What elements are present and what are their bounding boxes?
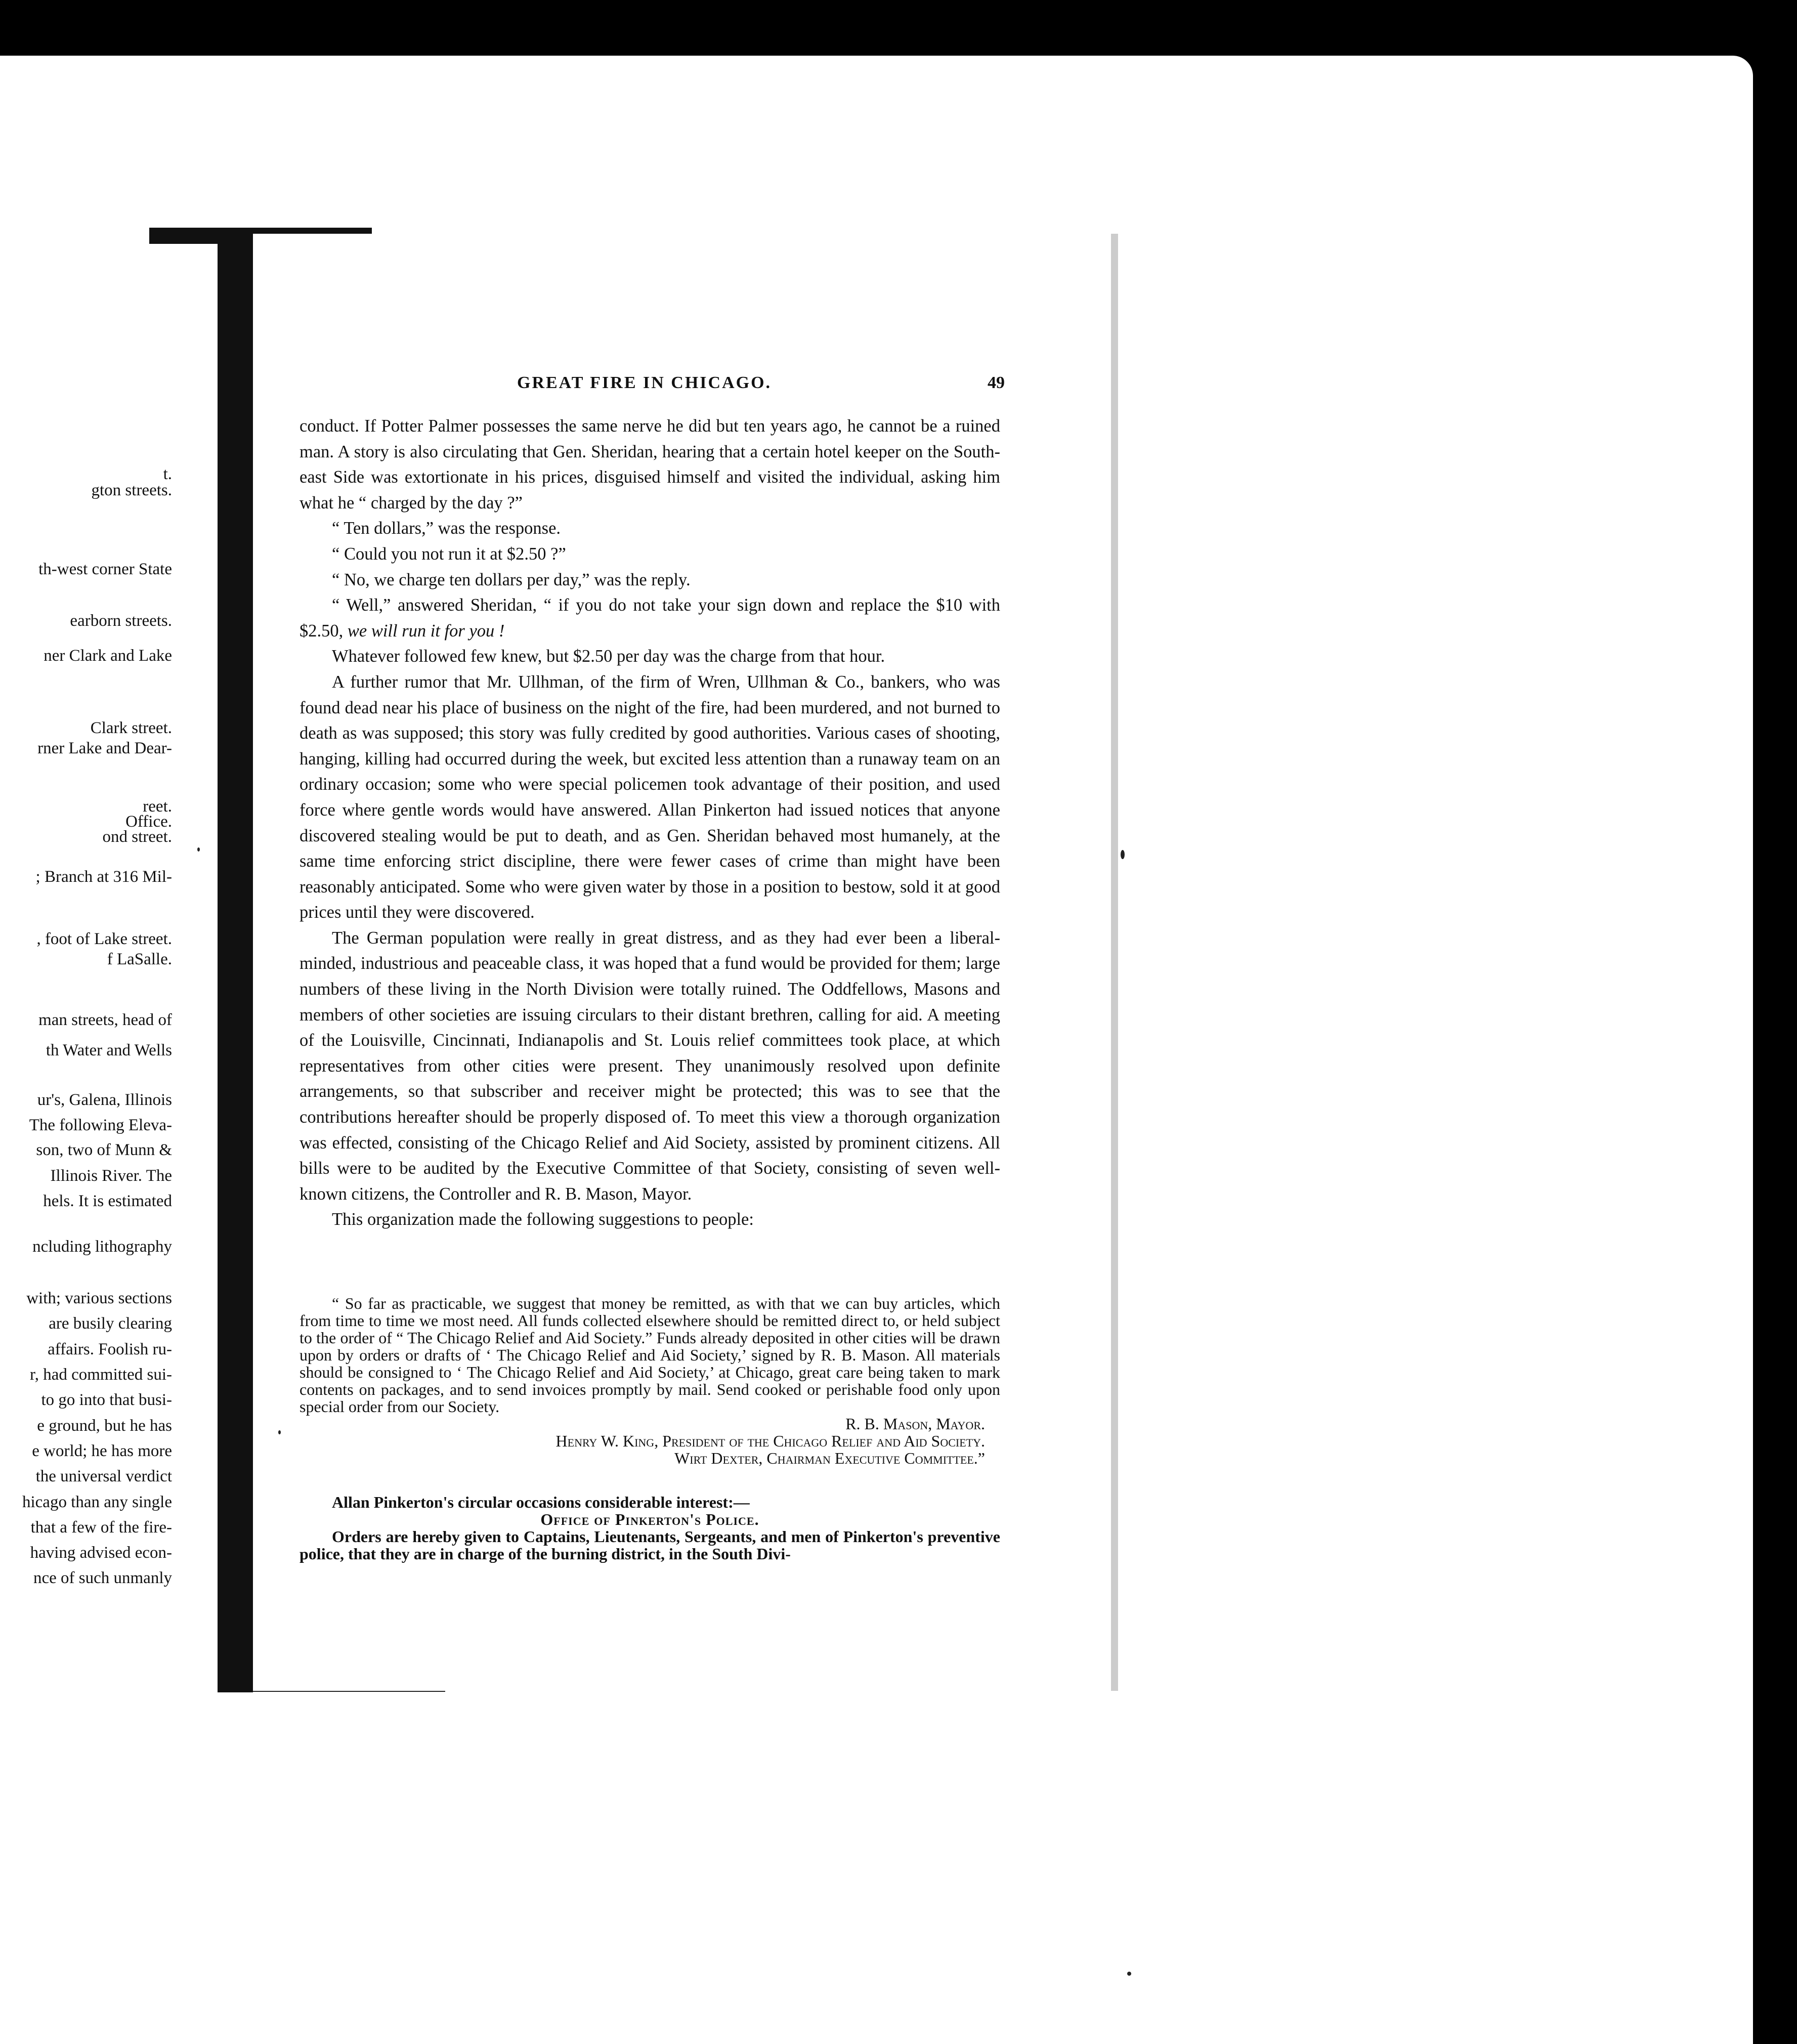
signature-mason: R. B. Mason, Mayor.: [845, 1415, 985, 1433]
paragraph-sheridan: [300, 592, 1000, 644]
signature-dexter: Wirt Dexter, Chairman Executive Committee.”: [674, 1449, 985, 1467]
left-line: f LaSalle.: [107, 950, 172, 968]
left-line: ond street.: [102, 828, 172, 846]
paragraph: A further rumor that Mr. Ullhman, of the firm of Wren, Ullhman & Co., bankers, who was found dead near his place of business on the night of the fire, had been murdered, and not burned to death as was supposed; this story was fully credited by good authorities. Various cases of shooting, hanging, killing had occurred during the week, but excited less attention than a runaway team on an ordinary occasion; some who were special policemen took advantage of their position, and used force where gentle words would have answered. Allan Pinkerton had issued notices that anyone discovered stealing would be put to death, and as Gen. Sheridan behaved most humanely, at the same time enforcing strict discipline, there were fewer cases of crime than might have been reasonably anticipated. Some who were given water by those in a position to bestow, sold it at good prices until they were discovered.: [300, 672, 1000, 922]
left-line: ncluding lithography: [32, 1238, 172, 1256]
left-line: rner Lake and Dear-: [37, 739, 172, 757]
page-number: 49: [988, 373, 1005, 392]
left-line: that a few of the fire-: [30, 1518, 172, 1537]
pinkerton-intro: Allan Pinkerton's circular occasions considerable interest:—: [332, 1493, 750, 1511]
quote-paragraph: “ So far as practicable, we suggest that money be remitted, as with that we can buy articles, which from time to time we most need. All funds collected elsewhere should be remitted direct to, or held subject to the order of “ The Chicago Relief and Aid Society.” Funds already deposited in other cities will be drawn upon by orders or drafts of ‘ The Chicago Relief and Aid Society,’ signed by R. B. Mason. All materials should be consigned to ‘ The Chicago Relief and Aid Society,’ at Chicago, great care being taken to mark contents on packages, and to send invoices promptly by mail. Send cooked or perishable food only upon special order from our Society.: [300, 1294, 1000, 1416]
paragraph: This organization made the following suggestions to people:: [332, 1210, 754, 1229]
paragraph: “ Could you not run it at $2.50 ?”: [332, 544, 566, 564]
scan-speck: [1121, 850, 1125, 859]
left-line: Clark street.: [90, 719, 172, 737]
left-line: hels. It is estimated: [43, 1192, 172, 1210]
left-line: gton streets.: [91, 481, 172, 499]
right-page: [253, 234, 1118, 1691]
left-line: th Water and Wells: [46, 1041, 172, 1059]
left-line: ur's, Galena, Illinois: [37, 1091, 172, 1109]
paragraph: “ Ten dollars,” was the response.: [332, 519, 561, 538]
left-line: e world; he has more: [32, 1442, 172, 1460]
left-line: man streets, head of: [38, 1011, 172, 1029]
left-line: reet.: [143, 797, 172, 816]
left-line: earborn streets.: [70, 612, 172, 630]
scan-speck: [1127, 1972, 1131, 1976]
paragraph: The German population were really in great distress, and as they had ever been a liberal-minded, industrious and peaceable class, it was hoped that a fund would be provided for them; large numbers of these living in the North Division were totally ruined. The Oddfellows, Masons and members of other societies are issuing circulars to their distant brethren, calling for aid. A meeting of the Louisville, Cincinnati, Indianapolis and St. Louis relief committees took place, at which representatives from other cities were present. They unanimously resolved upon definite arrangements, so that subscriber and receiver might be protected; this was to see that the contributions hereafter should be properly disposed of. To meet this view a thorough organization was effected, consisting of the Chicago Relief and Aid Society, assisted by prominent citizens. All bills were to be audited by the Executive Committee of that Society, consisting of seven well-known citizens, the Controller and R. B. Mason, Mayor.: [300, 928, 1000, 1204]
left-line: ; Branch at 316 Mil-: [35, 868, 172, 886]
paragraph: conduct. If Potter Palmer possesses the same nerve he did but ten years ago, he cannot be a ruined man. A story is also circulating that Gen. Sheridan, hearing that a certain hotel keeper on the South-east Side was extortionate in his prices, disguised himself and visited the individual, asking him what he “ charged by the day ?”: [300, 416, 1000, 513]
left-line-last: nce of such unmanly: [33, 1569, 172, 1587]
left-page-fragment: [0, 253, 218, 1692]
left-line: having advised econ-: [30, 1544, 172, 1562]
left-line: hicago than any single: [22, 1493, 172, 1511]
italic-phrase: we will run it for you !: [347, 621, 505, 641]
left-line: with; various sections: [26, 1289, 172, 1307]
left-line: ner Clark and Lake: [44, 647, 172, 665]
left-line: to go into that busi-: [41, 1391, 172, 1409]
orders-paragraph: Orders are hereby given to Captains, Lieutenants, Sergeants, and men of Pinkerton's preventive police, that they are in charge of the burning district, in the South Divi-: [300, 1527, 1000, 1563]
left-line: are busily clearing: [49, 1314, 172, 1333]
left-line: r, had committed sui-: [30, 1366, 172, 1384]
signature-king: Henry W. King, President of the Chicago Relief and Aid Society.: [555, 1432, 985, 1450]
left-line: Illinois River. The: [50, 1167, 172, 1185]
left-line: affairs. Foolish ru-: [48, 1340, 172, 1358]
left-line: son, two of Munn &: [36, 1141, 172, 1159]
paragraph: “ No, we charge ten dollars per day,” was the reply.: [332, 570, 691, 589]
left-line: The following Eleva-: [29, 1116, 172, 1134]
paragraph: Whatever followed few knew, but $2.50 per day was the charge from that hour.: [332, 647, 885, 666]
office-heading: Office of Pinkerton's Police.: [540, 1510, 759, 1528]
page-gutter: [218, 238, 253, 1692]
scan-speck: [278, 1430, 281, 1434]
left-line: the universal verdict: [35, 1467, 172, 1485]
left-line: t.: [163, 465, 172, 483]
running-head: GREAT FIRE IN CHICAGO.: [517, 373, 772, 392]
left-line: Office.: [125, 813, 172, 831]
left-line: th-west corner State: [38, 560, 172, 578]
pinkerton-section: [300, 1494, 1000, 1562]
left-line: , foot of Lake street.: [36, 930, 172, 948]
left-line: e ground, but he has: [37, 1417, 172, 1435]
scan-speck: [197, 847, 200, 851]
scan-edge: [1753, 101, 1797, 2044]
relief-society-quote: [300, 1295, 1000, 1467]
sheridan-text: “ Well,” answered Sheridan, “ if you do not take your sign down and replace the $10 with $2.50,: [300, 595, 1000, 641]
body-text: [300, 413, 1000, 1232]
